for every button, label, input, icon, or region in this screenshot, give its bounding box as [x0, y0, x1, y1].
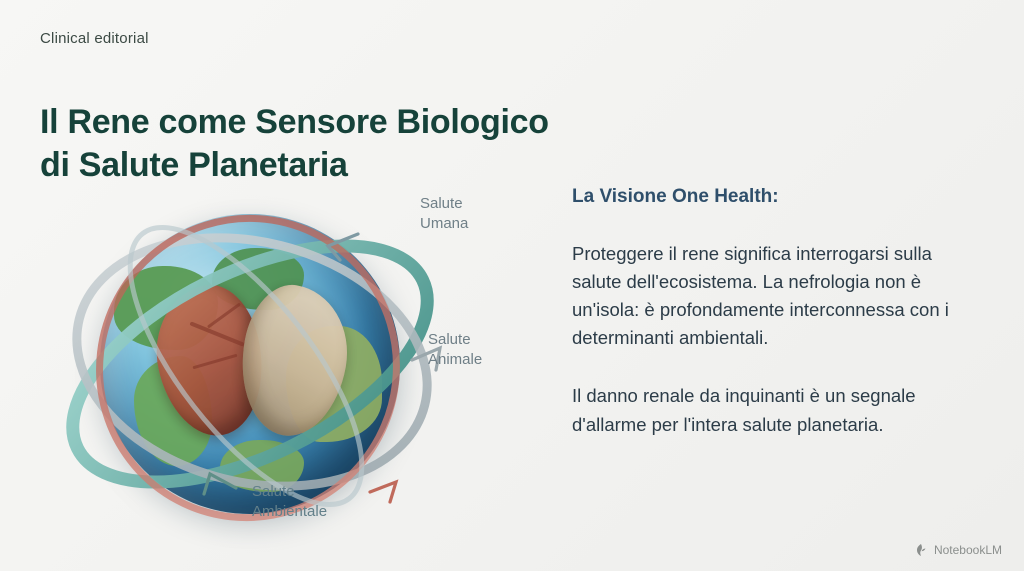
title-line-2: di Salute Planetaria [40, 146, 348, 185]
title-line-1: Il Rene come Sensore Biologico [40, 102, 549, 141]
body-paragraph-2: Il danno renale da inquinanti è un segnale d'allarme per l'intera salute planetaria. [572, 385, 916, 435]
notebooklm-label: NotebookLM [933, 543, 1002, 557]
body-paragraph-1: Proteggere il rene significa interrogarsi sulla salute dell'ecosistema. La nefrologia non è un'isola: è profondamente interconnessa con i determinanti ambientali. [572, 243, 949, 349]
body-column [572, 186, 984, 439]
eyebrow-label: Clinical editorial [40, 30, 149, 47]
figure-label-salute-ambientale: Salute Ambientale [252, 483, 328, 521]
one-health-figure [40, 182, 540, 542]
body-heading: La Visione One Health: [572, 186, 779, 207]
notebooklm-brand [914, 543, 1002, 557]
page-title [40, 101, 549, 188]
figure-label-salute-umana: Salute Umana [420, 195, 469, 233]
notebooklm-logo-icon [914, 543, 928, 557]
figure-label-salute-animale: Salute Animale [428, 331, 483, 369]
